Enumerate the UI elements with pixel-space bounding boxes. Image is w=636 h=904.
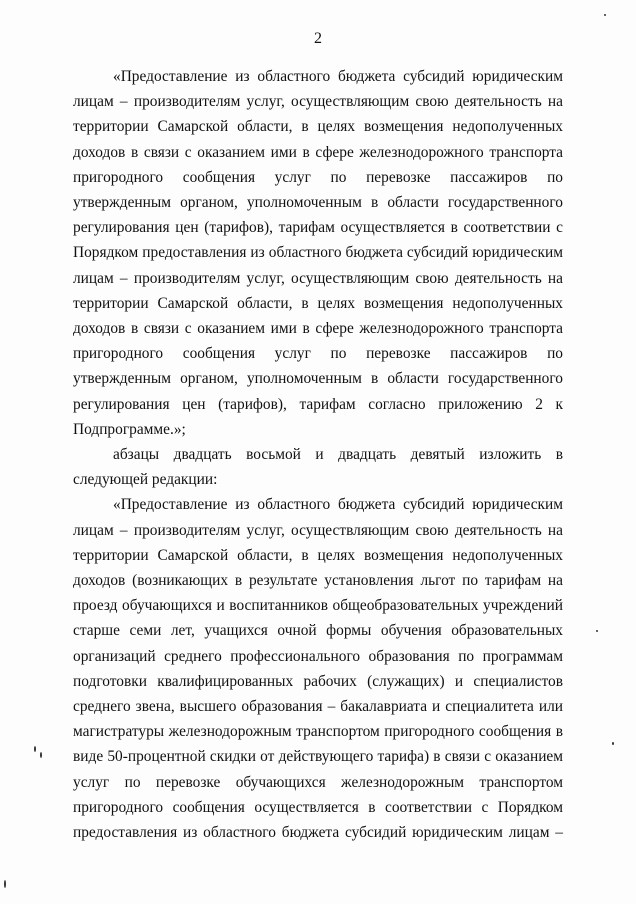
paragraph-subsidy-suburban-transport: «Предоставление из областного бюджета субсидий юридическим лицам – производителям услуг, осуществляющим свою деятельность на территории Самарской области, в целях возмещения недополученных доходов в связи с оказанием ими в сфере железнодорожного транспорта пригородного сообщения услуг по перевозке пассажиров по утвержденным органом, уполномоченным в области государственного регулирования цен (тарифов), тарифам осуществляется в соответствии с Порядком предоставления из областного бюджета субсидий юридическим лицам – производителям услуг, осуществляющим свою деятельность на территории Самарской области, в целях возмещения недополученных доходов в связи с оказанием ими в сфере железнодорожного транспорта пригородного сообщения услуг по перевозке пассажиров по утвержденным органом, уполномоченным в области государственного регулирования цен (тарифов), тарифам согласно приложению 2 к Подпрограмме.»; bbox=[73, 68, 563, 438]
scan-speck bbox=[604, 14, 606, 16]
paragraph-subsidy-student-discount: «Предоставление из областного бюджета субсидий юридическим лицам – производителям услуг, осуществляющим свою деятельность на территории Самарской области, в целях возмещения недополученных доходов (возникающих в результате установления льгот по тарифам на проезд обучающихся и воспитанников общеобразовательных учреждений старше семи лет, учащихся очной формы обучения образовательных организаций среднего профессионального образования по программам подготовки квалифицированных рабочих (служащих) и специалистов среднего звена, высшего образования – бакалавриата и специалитета или магистратуры железнодорожным транспортом пригородного сообщения в виде 50-процентной скидки от действующего тарифа) в связи с оказанием услуг по перевозке обучающихся железнодорожным транспортом пригородного сообщения осуществляется в соответствии с Порядком предоставления из областного бюджета субсидий юридическим лицам – bbox=[73, 496, 563, 842]
scan-speck bbox=[596, 630, 598, 632]
scan-speck bbox=[4, 880, 6, 888]
scan-speck bbox=[34, 746, 36, 752]
paragraph-amendment-instruction: абзацы двадцать восьмой и двадцать девятый изложить в следующей редакции: bbox=[73, 446, 563, 489]
scan-speck bbox=[40, 752, 42, 758]
document-body bbox=[73, 64, 563, 845]
scan-speck bbox=[612, 742, 614, 745]
page-number: 2 bbox=[314, 30, 322, 47]
